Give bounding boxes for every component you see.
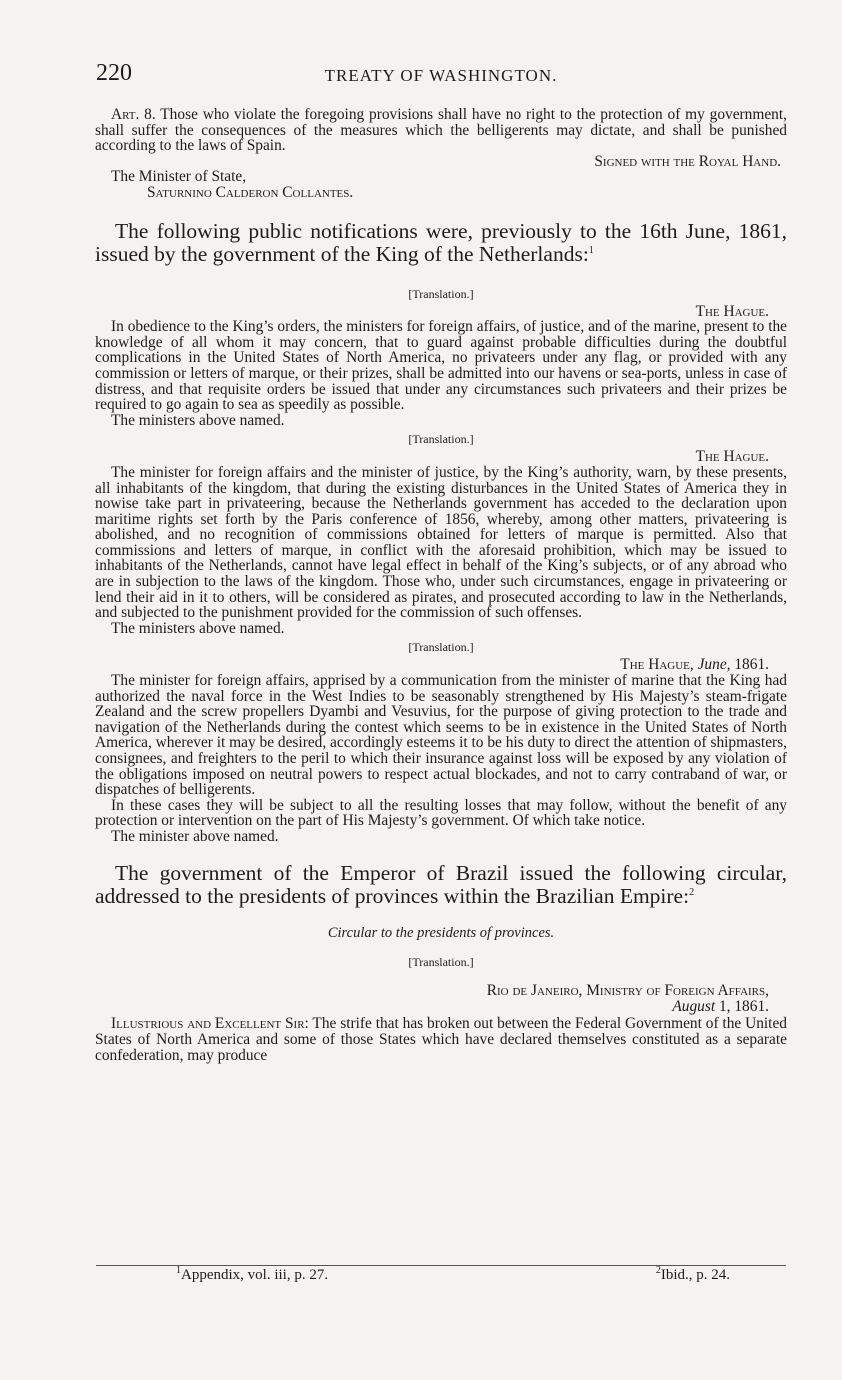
footnote-1-mark: 1 [176, 1265, 181, 1276]
footnote-ref-1: 1 [588, 244, 594, 256]
notification-3-text: The minister for foreign affairs, apprised by a communication from the minister of marine that the King had authorized the naval force in the West Indies to be seasonably strengthened by His Majesty’s steam-frigate Zealand and the screw propellers Dyambi and Vesuvius, for the purpose of giving protection to the trade and navigation of the Netherlands during the contest which seems to be in existence in the United States of North America, wherever it may be desired, accordingly esteems it to be his duty to direct the attention of shipmasters, consignees, and freighters to the peril to which their insurance against loss will be exposed by any violation of the obligations imposed on neutral powers to respect actual blockades, and not to carry contraband of war, or dispatches of belligerents. [95, 672, 787, 799]
notification-1-signer: The ministers above named. [111, 411, 285, 429]
page-number: 220 [96, 60, 132, 86]
page-body [95, 107, 787, 1063]
notification-2-signer: The ministers above named. [111, 619, 285, 637]
circular-title: Circular to the presidents of provinces. [327, 924, 555, 941]
brazil-date [95, 999, 787, 1015]
footnote-divider [96, 1265, 786, 1266]
translation-note-4: [Translation.] [408, 955, 474, 970]
translation-note-1: [Translation.] [408, 286, 474, 301]
minister-name: Saturnino Calderon Collantes. [147, 183, 354, 201]
footnote-2 [656, 1267, 730, 1284]
art8-text: Those who violate the foregoing provisions shall have no right to the protection of my government, shall suffer the consequences of the measures which the belligerents may dictate, and shall be punished according to the laws of Spain. [95, 106, 787, 155]
circular-salutation: Illustrious and Excellent Sir: [111, 1015, 309, 1033]
notification-3-text-2: In these cases they will be subject to all the resulting losses that may follow, without the benefit of any protection or intervention on the part of His Majesty’s government. Of which take notice. [95, 796, 787, 830]
dateline-year: 1861. [734, 656, 769, 674]
circular-body: The strife that has broken out between the Federal Government of the United States of North America and some of those States which have declared themselves constituted as a separate confederation, may produce [95, 1015, 787, 1064]
art8-paragraph [95, 107, 787, 154]
footnote-1 [176, 1267, 328, 1284]
art8-label: Art. 8. [111, 106, 156, 123]
royal-signature: Signed with the Royal Hand. [594, 152, 781, 170]
netherlands-intro [95, 220, 787, 266]
dateline-month: June, [697, 656, 731, 674]
brazil-date-rest: 1, 1861. [718, 997, 769, 1015]
brazil-place: Rio de Janeiro, Ministry of Foreign Affairs, [486, 982, 769, 1000]
notification-1-text: In obedience to the King’s orders, the ministers for foreign affairs, of justice, and of the marine, present to the knowledge of all whom it may concern, that to guard against probable difficulties during the doubtful complications in the United States of North America, no privateers under any flag, or provided with any commission or letters of marque, or their prizes, shall be admitted into our havens or sea-ports, unless in case of distress, and that requisite orders be issued that under any circumstances such privateers and their prizes be required to go again to sea as speedily as possible. [95, 318, 787, 414]
footnote-2-text: Ibid., p. 24. [660, 1267, 730, 1283]
notification-2-text: The minister for foreign affairs and the minister of justice, by the King’s authority, warn, by these presents, all inhabitants of the kingdom, that during the existing disturbances in the United States of America they in nowise take part in privateering, because the Netherlands government has acceded to the declaration upon maritime rights set forth by the Paris conference of 1856, whereby, among other matters, privateering is abolished, and no recognition of commissions obtained for letters of marque is permitted. Also that commissions and letters of marque, in conflict with the aforesaid prohibition, which may be issued to inhabitants of the Netherlands, cannot have legal effect in behalf of the King’s subjects, or of any abroad who are in subjection to the laws of the kingdom. Those who, under such circumstances, engage in privateering or lend their aid in it to others, will be considered as pirates, and prosecuted according to law in the Netherlands, and subjected to the punishment provided for the commission of such offenses. [95, 463, 787, 622]
translation-note-3: [Translation.] [408, 640, 474, 655]
footnote-ref-2: 2 [689, 886, 695, 898]
minister-title: The Minister of State, [111, 168, 247, 186]
notification-3-signer: The minister above named. [111, 827, 279, 845]
brazil-intro-text: The government of the Emperor of Brazil issued the following circular, addressed to the presidents of provinces within the Brazilian Empire: [95, 860, 787, 908]
brazil-date-month: August [672, 997, 716, 1015]
running-title: TREATY OF WASHINGTON. [324, 66, 558, 85]
footnotes [96, 1267, 786, 1287]
circular-text [95, 1016, 787, 1063]
page-header [96, 60, 786, 92]
place-hague-2: The Hague. [695, 448, 769, 466]
brazil-intro [95, 862, 787, 908]
dateline-hague-1861 [95, 657, 787, 673]
netherlands-intro-text: The following public notifications were, previously to the 16th June, 1861, issued by the government of the King of the Netherlands: [95, 218, 787, 266]
place-hague-1: The Hague. [695, 302, 769, 320]
translation-note-2: [Translation.] [408, 432, 474, 447]
place-hague-3: The Hague, [620, 656, 694, 674]
footnote-1-text: Appendix, vol. iii, p. 27. [181, 1267, 329, 1283]
footnote-2-mark: 2 [655, 1265, 661, 1276]
